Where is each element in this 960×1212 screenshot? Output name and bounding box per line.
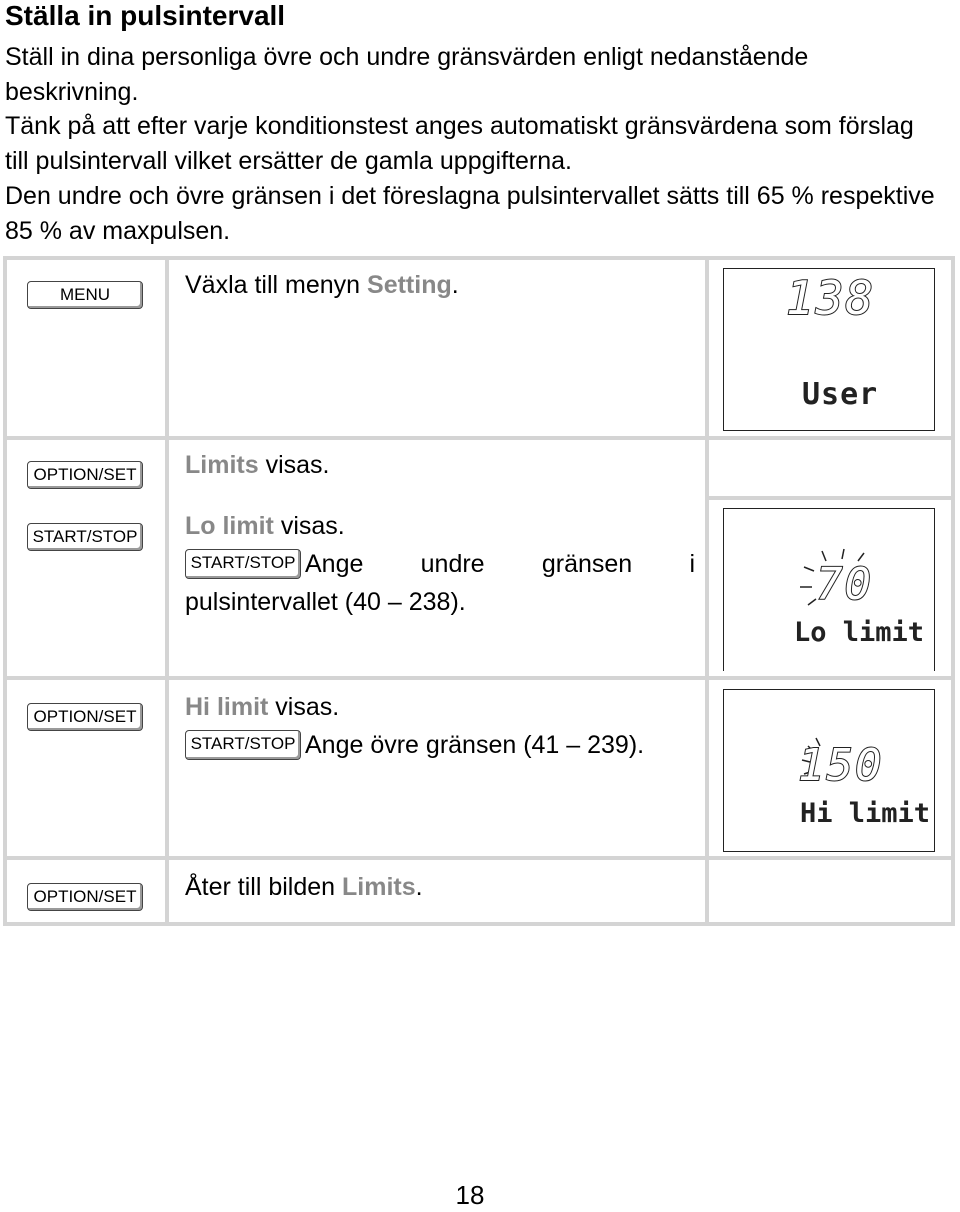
lcd-display	[723, 508, 935, 671]
step-text-part: .	[415, 873, 423, 901]
step-text-part: visas.	[268, 693, 340, 721]
start-stop-key-inline: START/STOP	[185, 730, 301, 760]
intro-paragraph: Den undre och övre gränsen i det föreslagna pulsintervallet sätts till 65 % respektive 85 % av maxpulsen.	[5, 181, 935, 245]
page-title: Ställa in pulsintervall	[5, 0, 286, 31]
display-cell	[709, 440, 951, 496]
step-text	[185, 507, 695, 621]
start-stop-key-inline: START/STOP	[185, 549, 301, 579]
step-text-part: visas.	[273, 512, 345, 540]
intro-paragraph: Ställ in dina personliga övre och undre gränsvärden enligt nedanstående beskrivning.	[5, 43, 809, 106]
lcd-digits: 138	[786, 271, 876, 325]
lcd-display	[723, 689, 935, 852]
menu-term: Limits	[185, 451, 259, 479]
lcd-digits: 70	[816, 559, 873, 610]
lcd-label: Lo limit	[794, 617, 925, 648]
option-set-key[interactable]: OPTION/SET	[27, 883, 143, 911]
menu-key[interactable]: MENU	[27, 281, 143, 309]
step-text-part: visas.	[258, 451, 330, 479]
start-stop-key[interactable]: START/STOP	[27, 523, 143, 551]
lcd-label: User	[802, 377, 879, 412]
lcd-display	[723, 268, 935, 431]
menu-term: Lo limit	[185, 512, 274, 540]
display-cell	[709, 860, 951, 922]
option-set-key[interactable]: OPTION/SET	[27, 461, 143, 489]
menu-term: Setting	[367, 271, 452, 299]
lcd-digits: 150	[798, 740, 884, 791]
page-number: 18	[455, 1180, 485, 1210]
step-text-part: Åter till bilden	[185, 873, 343, 901]
lcd-label: Hi limit	[800, 798, 931, 829]
step-text	[185, 688, 695, 764]
step-text	[185, 266, 695, 304]
step-text-part: Växla till menyn	[185, 271, 368, 299]
steps-table	[3, 256, 955, 926]
menu-term: Hi limit	[185, 693, 269, 721]
intro-paragraph: Tänk på att efter varje konditionstest anges automatiskt gränsvärdena som förslag till pulsintervall vilket ersätter de gamla uppgifterna.	[5, 112, 914, 176]
intro-text	[5, 40, 935, 248]
step-text-part: Ange undre gränsen i pulsintervallet (40 – 238).	[185, 550, 695, 616]
step-text-part: .	[451, 271, 459, 299]
step-text	[185, 868, 695, 906]
menu-term: Limits	[342, 873, 416, 901]
step-text	[185, 446, 695, 484]
step-text-part: Ange övre gränsen (41 – 239).	[305, 731, 645, 759]
option-set-key[interactable]: OPTION/SET	[27, 703, 143, 731]
